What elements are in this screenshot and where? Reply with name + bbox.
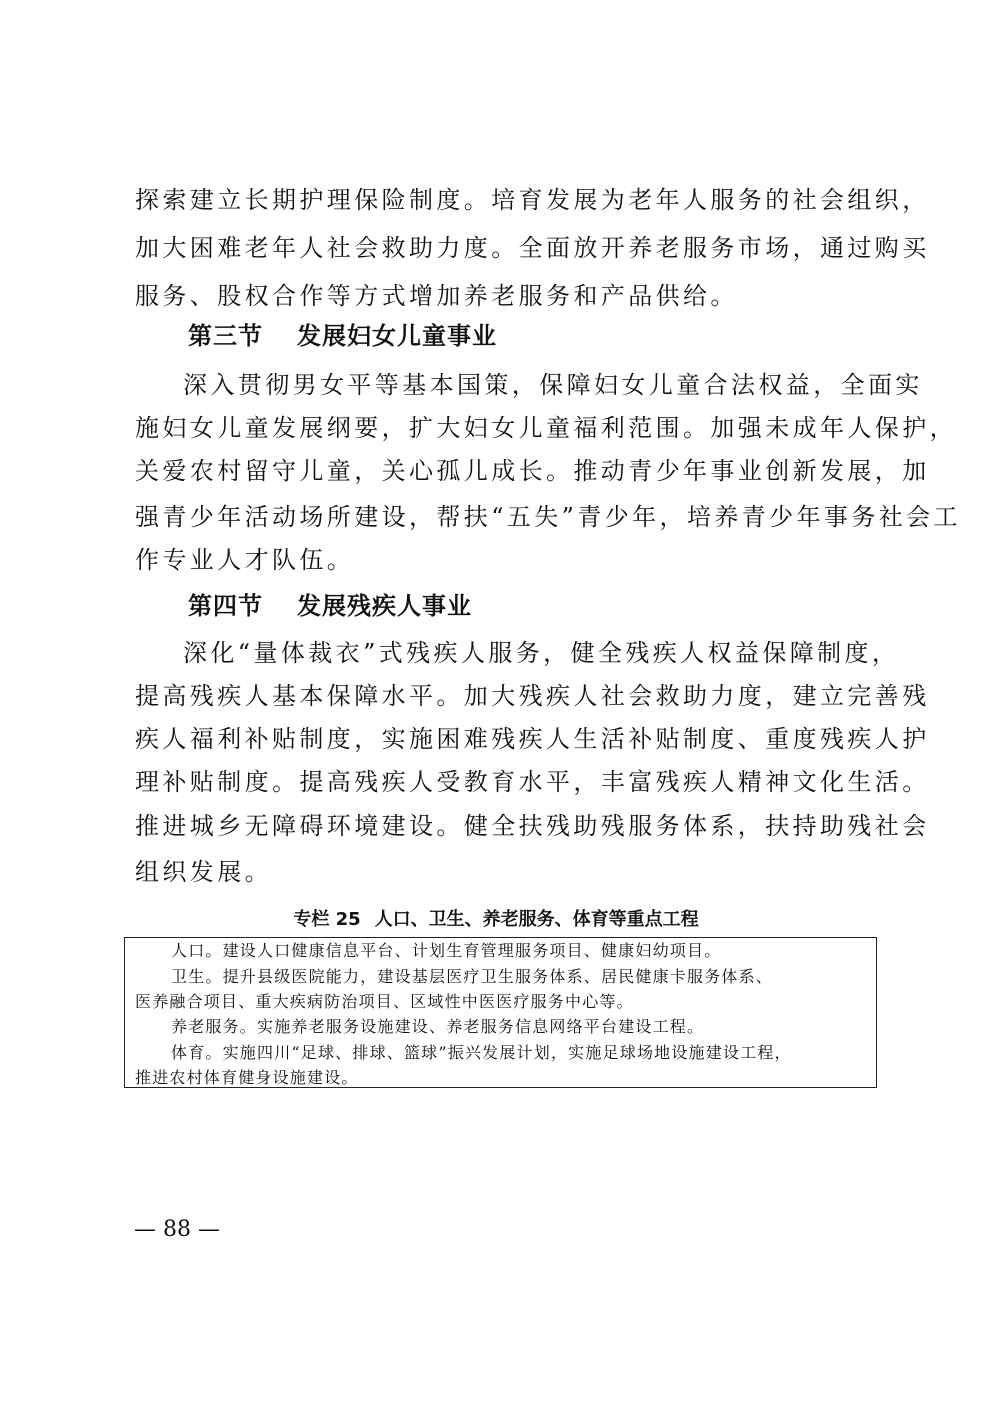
paragraph-line: 探索建立长期护理保险制度。培育发展为老年人服务的社会组织， [135,186,930,214]
paragraph-line: 理补贴制度。提高残疾人受教育水平，丰富残疾人精神文化生活。 [135,768,930,796]
paragraph-line: 提高残疾人基本保障水平。加大残疾人社会救助力度，建立完善残 [135,682,930,710]
paragraph-line: 强青少年活动场所建设，帮扶“五失”青少年，培养青少年事务社会工 [135,503,961,531]
column-box-line: 卫生。提升县级医院能力，建设基层医疗卫生服务体系、居民健康卡服务体系、 [171,967,774,986]
column-box-title [0,908,992,932]
paragraph-line: 作专业人才队伍。 [135,546,355,574]
section-3-heading [188,320,497,352]
section-4-title: 发展残疾人事业 [297,592,472,620]
paragraph-line: 施妇女儿童发展纲要，扩大妇女儿童福利范围。加强未成年人保护， [135,414,957,442]
section-3-title: 发展妇女儿童事业 [297,322,497,350]
paragraph-line: 深入贯彻男女平等基本国策，保障妇女儿童合法权益，全面实 [183,371,923,399]
paragraph-line: 加大困难老年人社会救助力度。全面放开养老服务市场，通过购买 [135,234,930,262]
paragraph-line: 深化“量体裁衣”式残疾人服务，健全残疾人权益保障制度， [183,639,900,667]
paragraph-line: 疾人福利补贴制度，实施困难残疾人生活补贴制度、重度残疾人护 [135,725,930,753]
paragraph-line: 关爱农村留守儿童，关心孤儿成长。推动青少年事业创新发展，加 [135,457,930,485]
column-box-line: 养老服务。实施养老服务设施建设、养老服务信息网络平台建设工程。 [171,1017,705,1036]
column-box-line: 人口。建设人口健康信息平台、计划生育管理服务项目、健康妇幼项目。 [171,941,722,960]
column-box-line: 医养融合项目、重大疾病防治项目、区域性中医医疗服务中心等。 [135,992,634,1011]
paragraph-line: 推进城乡无障碍环境建设。健全扶残助残服务体系，扶持助残社会 [135,812,930,840]
section-3-number: 第三节 [188,322,263,350]
column-box-label: 专栏 25 [293,909,361,930]
column-box-line: 体育。实施四川“足球、排球、篮球”振兴发展计划，实施足球场地设施建设工程， [171,1043,792,1062]
section-4-number: 第四节 [188,592,263,620]
paragraph-line: 服务、股权合作等方式增加养老服务和产品供给。 [135,282,738,310]
column-box-line: 推进农村体育健身设施建设。 [135,1068,359,1087]
section-4-heading [188,590,472,622]
paragraph-line: 组织发展。 [135,858,272,886]
page-number: — 88 — [134,1217,220,1242]
column-box-heading: 人口、卫生、养老服务、体育等重点工程 [374,909,699,930]
